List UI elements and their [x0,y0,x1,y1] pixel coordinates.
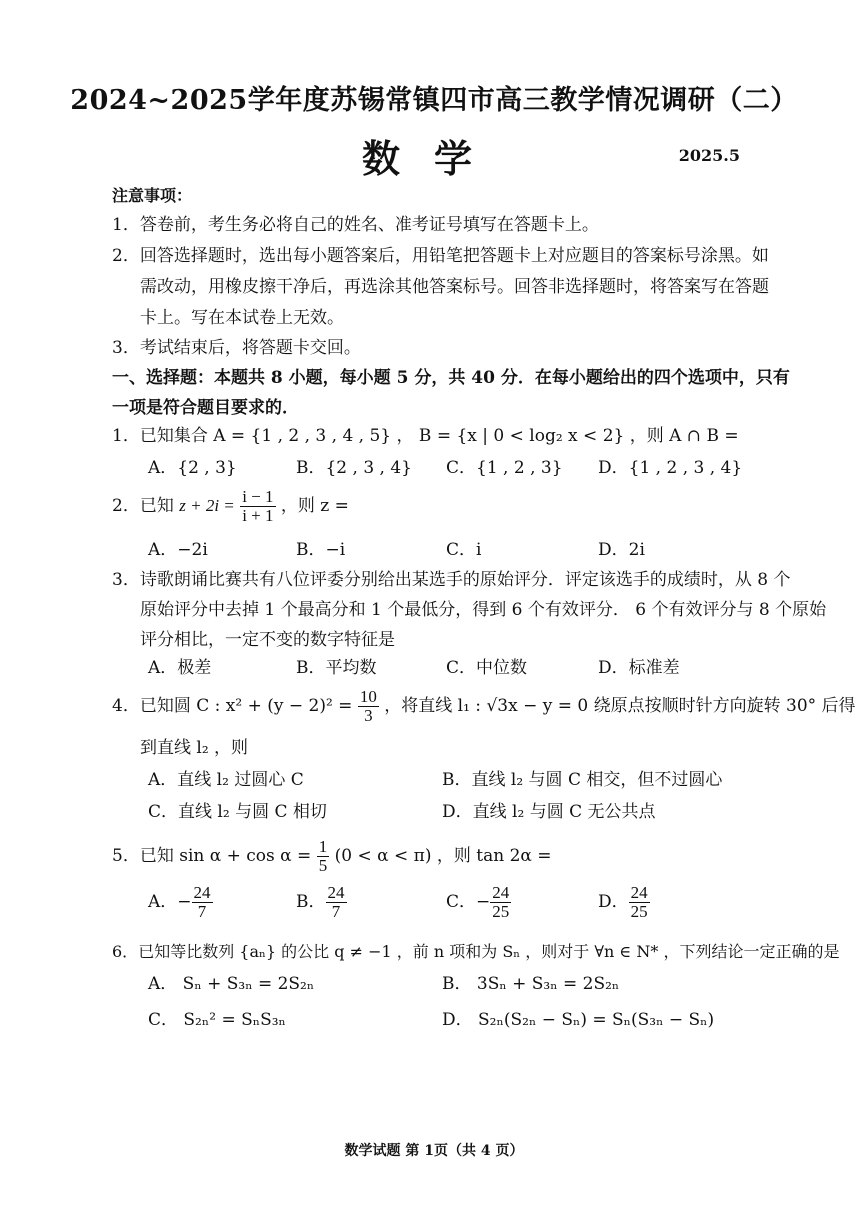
q4-line-2: 到直线 l₂ ，则 [140,738,249,758]
section-heading-line2: 一项是符合题目要求的． [112,398,299,418]
q1-option-a: A．{2 , 3} [148,458,237,478]
question-number: 6． [112,942,139,961]
q5-option-d: D． $\frac{24}{25}$ [598,883,648,921]
q4-option-c: C．直线 l₂ 与圆 C 相切 [148,802,327,822]
notice-item-2: 2．回答选择题时，选出每小题答案后，用铅笔把答题卡上对应题目的答案标号涂黑。如 [112,246,769,266]
q6-option-d: D． S₂ₙ(S₂ₙ − Sₙ) = Sₙ(S₃ₙ − Sₙ) [442,1010,715,1030]
page-footer: 数学试题 第 1页（共 4 页） [344,1143,524,1159]
q3-option-b: B．平均数 [296,658,377,678]
q2-option-b: B．−i [296,540,346,560]
q2-option-d: D．2i [598,540,645,560]
question-number: 5． [112,845,140,866]
q4-option-b: B．直线 l₂ 与圆 C 相交，但不过圆心 [442,770,723,790]
question-stem: 已知集合 A = {1 , 2 , 3 , 4 , 5} ， B = {x | 0 < log₂ x < 2} ，则 A ∩ B = [139,426,739,446]
q4-option-d: D．直线 l₂ 与圆 C 无公共点 [442,802,656,822]
question-2: 2．已知 z + 2i = $\frac{i - 1}{i + 1}$ ，则 z = [112,487,349,525]
q5-option-a: A．− $\frac{24}{7}$ [148,883,211,921]
question-3: 3．诗歌朗诵比赛共有八位评委分别给出某选手的原始评分．评定该选手的成绩时，从 8 个 [112,570,791,590]
question-number: 1． [112,426,140,446]
fraction: $\frac{10}{3}$ [359,687,377,725]
q3-line-3: 评分相比，一定不变的数字特征是 [140,630,395,650]
section-heading-line1: 一、选择题：本题共 8 小题，每小题 5 分，共 40 分．在每小题给出的四个选项中，只有 [112,368,790,388]
q3-line-2: 原始评分中去掉 1 个最高分和 1 个最低分，得到 6 个有效评分． 6 个有效评分与 8 个原始 [140,600,827,620]
question-number: 3． [112,570,140,590]
notice-item-2-cont: 需改动，用橡皮擦干净后，再选涂其他答案标号。回答非选择题时，将答案写在答题 [140,277,769,297]
question-1 [112,426,739,447]
q6-option-b: B． 3Sₙ + S₃ₙ = 2S₂ₙ [442,974,620,994]
q2-option-c: C．i [446,540,482,560]
q3-option-c: C．中位数 [446,658,528,678]
notice-item-2-cont2: 卡上。写在本试卷上无效。 [140,308,344,328]
question-number: 4． [112,695,140,716]
q1-option-c: C．{1 , 2 , 3} [446,458,563,478]
q3-option-d: D．标准差 [598,658,680,678]
q6-option-a: A． Sₙ + S₃ₙ = 2S₂ₙ [148,974,315,994]
fraction: $\frac{1}{5}$ [318,837,328,875]
exam-date: 2025.5 [678,146,740,165]
subject-title: 数学 [361,136,506,181]
q5-option-c: C．− $\frac{24}{25}$ [446,883,510,921]
q5-option-b: B． $\frac{24}{7}$ [296,883,345,921]
question-number: 2． [112,495,140,516]
q1-option-d: D．{1 , 2 , 3 , 4} [598,458,743,478]
question-4: 4．已知圆 C : x² + (y − 2)² = $\frac{10}{3}$ ，将直线 l₁ : √3x − y = 0 绕原点按顺时针方向旋转 30° 后得 [112,687,856,725]
q2-option-a: A．−2i [148,540,208,560]
q6-option-c: C． S₂ₙ² = SₙS₃ₙ [148,1010,286,1030]
exam-title: 2024~2025学年度苏锡常镇四市高三教学情况调研（二） [70,85,798,116]
question-6: 6．已知等比数列 {aₙ} 的公比 q ≠ −1 ，前 n 项和为 Sₙ ，则对于 ∀n ∈ N* ，下列结论一定正确的是 [112,942,840,961]
fraction: $\frac{i - 1}{i + 1}$ [242,487,274,525]
notice-item-1: 1．答卷前，考生务必将自己的姓名、准考证号填写在答题卡上。 [112,215,599,235]
q3-option-a: A．极差 [148,658,212,678]
notice-item-3: 3．考试结束后，将答题卡交回。 [112,338,361,358]
q4-option-a: A．直线 l₂ 过圆心 C [148,770,304,790]
question-5: 5．已知 sin α + cos α = $\frac{1}{5}$ (0 < α < π) ，则 tan 2α = [112,837,552,875]
q1-option-b: B．{2 , 3 , 4} [296,458,412,478]
notice-heading: 注意事项： [112,186,193,205]
